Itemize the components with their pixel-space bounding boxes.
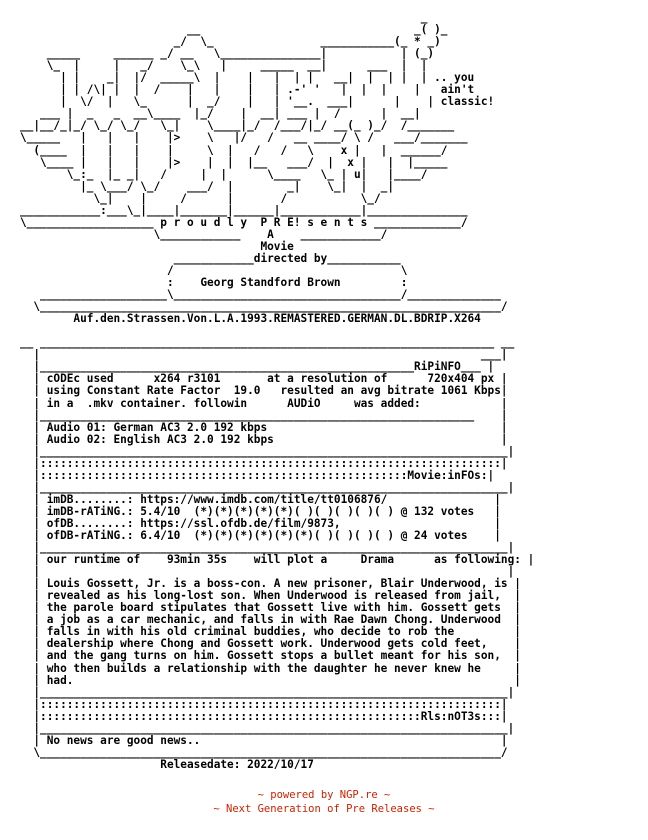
- nfo-line: | in a .mkv container. followin AUDiO was added: |: [20, 396, 508, 410]
- nfo-line: |:::::::::::::::::::::::::::::::::::::::::::::::::::::::Movie:inFOs:|: [20, 468, 495, 482]
- nfo-line: ___________________\__________________________________/______________: [20, 288, 501, 302]
- nfo-line: | who then builds a relationship with the daughter he never knew he |: [20, 661, 521, 675]
- nfo-line: | ___|: [20, 348, 508, 362]
- nfo-line: __ _( )_: [20, 23, 448, 37]
- nfo-line: \_| | / | / \_/: [20, 191, 381, 205]
- tagline-text: ~ Next Generation of Pre Releases ~: [213, 803, 435, 815]
- nfo-line: | Audio 01: German AC3 2.0 192 kbps |: [20, 420, 508, 434]
- nfo-line: |:::::::::::::::::::::::::::::::::::::::::::::::::::::::::::::::::::::|: [20, 456, 508, 470]
- nfo-line: _: [20, 11, 428, 24]
- nfo-line: Movie: [20, 239, 294, 253]
- nfo-line: | | _| |/ _____\ | | | | | __| | | | | .. you: [20, 71, 475, 85]
- nfo-line: | falls in with his old criminal buddies, who decide to rob the |: [20, 625, 521, 639]
- nfo-line: | dealership where Chong and Gossett work. Underwood gets cold feet, |: [20, 637, 521, 651]
- nfo-line: | imDB-rATiNG.: 5.4/10 (*)(*)(*)(*)(*)( )( )( )( )( ) @ 132 votes |: [20, 504, 501, 518]
- nfo-line: | \/ | \_ | _/ | | '__. ___| | | classic!: [20, 95, 495, 109]
- nfo-line: Auf.den.Strassen.Von.L.A.1993.REMASTERED.GERMAN.DL.BDRIP.X264: [20, 312, 481, 326]
- nfo-line: \____ | | | |> | | |__ ___/ | x | | |_____: [20, 155, 448, 169]
- nfo-line: | using Constant Rate Factor 19.0 resulted an avg bitrate 1061 Kbps|: [20, 384, 508, 398]
- nfo-line: | had. |: [20, 673, 521, 687]
- nfo-line: | the parole board stipulates that Gossett live with him. Gossett gets |: [20, 601, 521, 615]
- nfo-line: |_ \___/ \_/ ___/ | _| \_| | _|: [20, 179, 395, 193]
- nfo-line: \_____________________________________________________________________/: [20, 745, 508, 759]
- nfo-line: \_____________________________________________________________________/: [20, 300, 508, 314]
- nfo-line: | a job as a car mechanic, and falls in with Rae Dawn Chong. Underwood |: [20, 613, 521, 627]
- nfo-line: | ofDB........: https://ssl.ofdb.de/film/9873, |: [20, 516, 501, 530]
- nfo-line: \_ | | _/ \_\ | _____ __| ___ | |: [20, 59, 428, 73]
- nfo-line: __ ____________________________________________________________________ __: [20, 336, 515, 350]
- nfo-line: |_________________________________________________________________ |: [20, 408, 508, 422]
- nfo-line: |______________________________________________________________________|: [20, 541, 515, 555]
- nfo-line: | Audio 02: English AC3 2.0 192 kbps |: [20, 432, 508, 446]
- footer: [0, 788, 648, 816]
- nfo-line: | No news are good news.. |: [20, 733, 508, 747]
- nfo-line: | cODEc used x264 r3101 at a resolution of 720x404 px |: [20, 372, 508, 386]
- nfo-line: _____ ______ _/ __ \_______________| | (_): [20, 47, 435, 61]
- nfo-line: |:::::::::::::::::::::::::::::::::::::::::::::::::::::::::::::::::::::|: [20, 697, 508, 711]
- nfo-line: \___________________ p r o u d l y P R E! s e n t s _____________/: [20, 215, 468, 229]
- nfo-line: Releasedate: 2022/10/17: [20, 757, 314, 771]
- nfo-line: / \: [20, 263, 408, 277]
- nfo-line: _/ \_ ___________(_ * _): [20, 35, 441, 49]
- nfo-line: | our runtime of 93min 35s will plot a Drama as following: |: [20, 553, 535, 567]
- nfo-line: |________________________________________________________RiPiNFO___ |: [20, 360, 495, 374]
- nfo-line: | |: [20, 565, 515, 579]
- powered-by-text: ~ powered by NGP.re ~: [257, 789, 391, 801]
- nfo-line: |______________________________________________________________________|: [20, 685, 515, 699]
- nfo-line: |:::::::::::::::::::::::::::::::::::::::::::::::::::::::::Rls:nOT3s:::|: [20, 709, 508, 723]
- nfo-line: ____________:___\_|____|_______|______|____________|_______________: [20, 203, 468, 217]
- nfo-line: \____________ A ____________/: [20, 227, 388, 241]
- nfo-line: | revealed as his long-lost son. When Underwood is released from jail, |: [20, 589, 521, 603]
- nfo-line: ____________directed by___________: [20, 251, 401, 265]
- nfo-text: [20, 12, 534, 771]
- nfo-line: \_____ | | | |> \ |/ / __ ____/ \ / ___/_______: [20, 131, 468, 145]
- nfo-line: | imDB........: https://www.imdb.com/title/tt0106876/ |: [20, 492, 501, 506]
- nfo-line: (____ | | | | \ | / / \ x | | ______/: [20, 143, 448, 157]
- nfo-line: | Louis Gossett, Jr. is a boss-con. A new prisoner, Blair Underwood, is |: [20, 577, 521, 591]
- nfo-line: | and the gang turns on him. Gossett stops a bullet meant for his son, |: [20, 649, 521, 663]
- nfo-line: |______________________________________________________________________|: [20, 480, 515, 494]
- nfo-line: | | /\| | | / | | | | .-' ' | | | | ain't: [20, 83, 475, 97]
- nfo-line: ___ | _ _ __\____ |_/ | __| ___ | / | __|: [20, 107, 421, 121]
- nfo-line: \_:_ |_ _| / | | \____ \_ | u| |____/: [20, 167, 428, 181]
- nfo-line: : Georg Standford Brown :: [20, 276, 408, 290]
- nfo-line: |______________________________________________________________________|: [20, 444, 515, 458]
- nfo-line: |______________________________________________________________________|: [20, 721, 515, 735]
- nfo-line: __|__/_|_/ \_/ \_/ \_| \____|_/ /___/|_/ __(_ )_/ /_______: [20, 119, 455, 133]
- nfo-line: | ofDB-rATiNG.: 6.4/10 (*)(*)(*)(*)(*)(*)( )( )( )( ) @ 24 votes |: [20, 529, 501, 543]
